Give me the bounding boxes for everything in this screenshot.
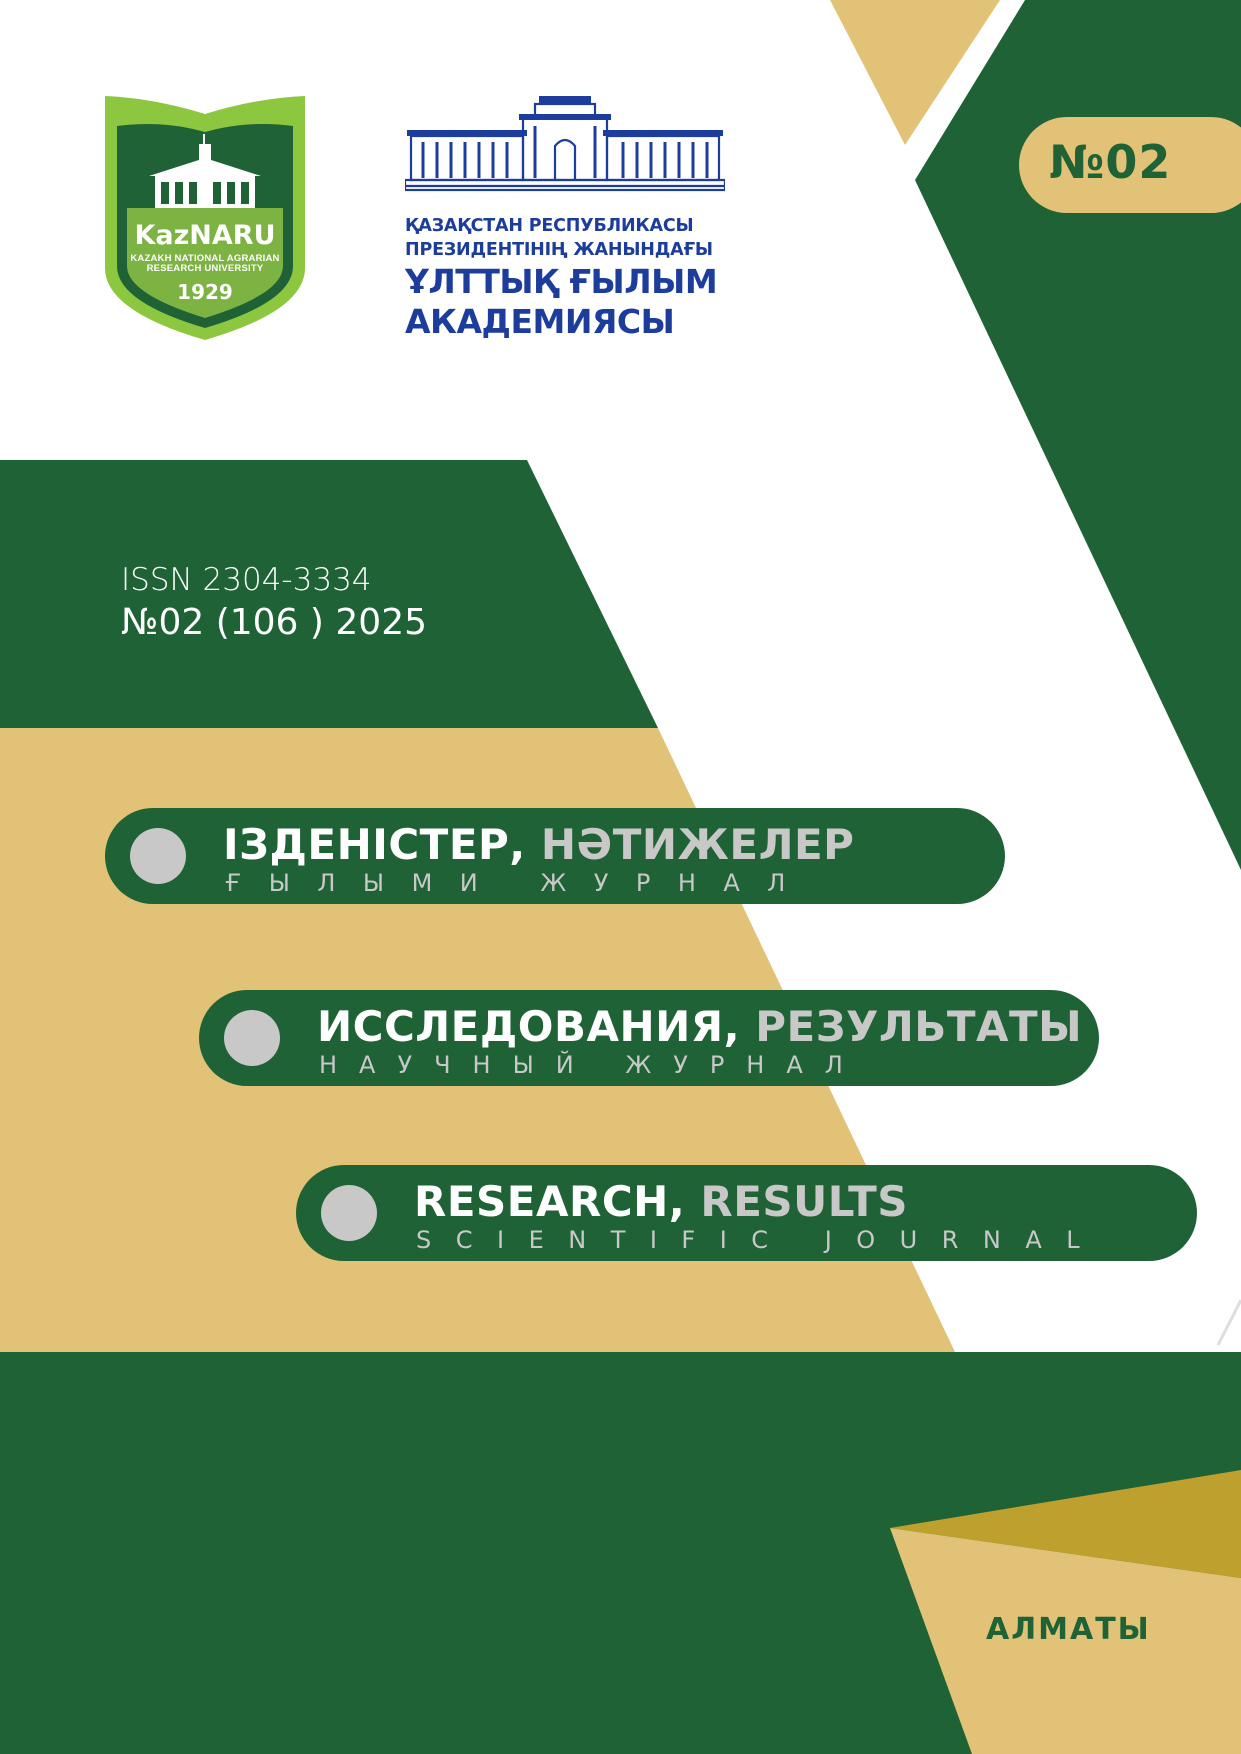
kaznaru-subtitle: [103, 254, 307, 274]
kaznaru-subtitle-line2: RESEARCH UNIVERSITY: [146, 263, 264, 274]
issn-block: [121, 562, 427, 643]
academy-building-icon: [405, 96, 725, 196]
title-pill-english: [296, 1165, 1197, 1261]
subtitle-russian: НАУЧНЫЙ ЖУРНАЛ: [319, 1051, 865, 1079]
bullet-circle-icon: [130, 828, 186, 884]
title-russian-word2: РЕЗУЛЬТАТЫ: [755, 1002, 1083, 1051]
title-russian-word1: ИССЛЕДОВАНИЯ,: [317, 1002, 741, 1051]
academy-name: [405, 214, 725, 342]
subtitle-kazakh: ҒЫЛЫМИ ЖУРНАЛ: [225, 869, 813, 897]
city-name: АЛМАТЫ: [986, 1612, 1151, 1647]
kaznaru-year: 1929: [177, 280, 233, 304]
academy-line4: АКАДЕМИЯСЫ: [405, 302, 675, 341]
bullet-circle-icon: [224, 1010, 280, 1066]
title-kazakh: [223, 820, 854, 869]
title-kazakh-word2: НӘТИЖЕЛЕР: [540, 820, 855, 869]
academy-logo: [405, 96, 725, 341]
issue-badge: [1019, 117, 1241, 213]
bullet-circle-icon: [321, 1185, 377, 1241]
academy-line2: ПРЕЗИДЕНТІНІҢ ЖАНЫНДАҒЫ: [405, 240, 713, 260]
title-russian: [317, 1002, 1082, 1051]
academy-line3: ҰЛТТЫҚ ҒЫЛЫМ: [405, 262, 718, 301]
title-pill-kazakh: [105, 808, 1005, 904]
issue-badge-label: №02: [1049, 135, 1172, 189]
kaznaru-subtitle-line1: KAZAKH NATIONAL AGRARIAN: [130, 253, 280, 264]
issue-number: №02 (106 ) 2025: [121, 602, 427, 643]
kaznaru-logo: [103, 96, 307, 345]
kaznaru-name: KazNARU: [134, 220, 276, 251]
title-kazakh-word1: ІЗДЕНІСТЕР,: [223, 820, 526, 869]
issn-number: ISSN 2304-3334: [121, 562, 372, 598]
title-english-word2: RESULTS: [700, 1177, 908, 1226]
title-pill-russian: [199, 990, 1099, 1086]
title-english-word1: RESEARCH,: [414, 1177, 686, 1226]
academy-line1: ҚАЗАҚСТАН РЕСПУБЛИКАСЫ: [405, 216, 694, 236]
title-english: [414, 1177, 908, 1226]
subtitle-english: SCIENTIFIC JOURNAL: [416, 1226, 1105, 1254]
